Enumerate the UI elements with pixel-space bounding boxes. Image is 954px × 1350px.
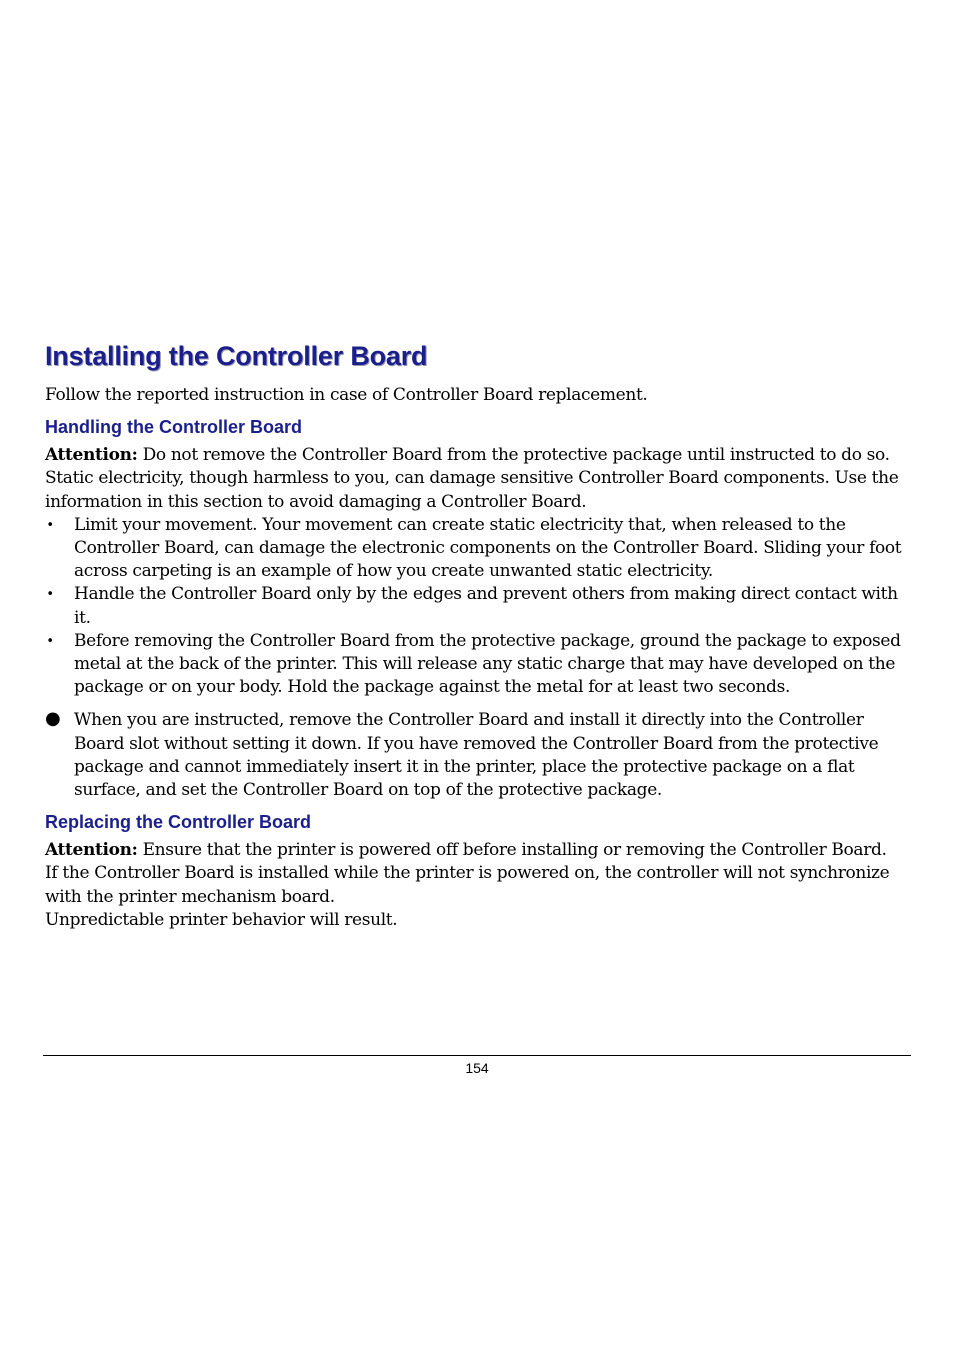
list-item xyxy=(45,630,911,700)
bullet-icon: • xyxy=(46,517,54,533)
footer-divider xyxy=(43,1055,911,1056)
section-heading-replacing: Replacing the Controller Board xyxy=(45,812,312,833)
list-item-text: Limit your movement. Your movement can create static electricity that, when released to the Controller Board, can damage the electronic components on the Controller Board. Sliding your foot across carpeting is an example of how you create unwanted static electricity. xyxy=(74,514,902,582)
handling-attention-paragraph xyxy=(45,444,911,514)
attention-text: Ensure that the printer is powered off before installing or removing the Controller Board. xyxy=(137,840,887,861)
handling-bullet-list xyxy=(45,514,911,802)
page-content xyxy=(45,338,911,932)
page-title: Installing the Controller Board xyxy=(45,341,428,371)
attention-text: Do not remove the Controller Board from the protective package until instructed to do so. Static electricity, though harmless to you, can damage sensitive Controller Board components. Use the information in this section to avoid damaging a Controller Board. xyxy=(45,445,899,512)
page-number: 154 xyxy=(465,1060,489,1076)
attention-label: Attention: xyxy=(45,445,138,466)
list-item xyxy=(45,709,911,802)
bullet-icon: ● xyxy=(45,708,61,730)
list-item-text: Handle the Controller Board only by the edges and prevent others from making direct contact with it. xyxy=(74,584,898,628)
intro-paragraph: Follow the reported instruction in case of Controller Board replacement. xyxy=(45,385,648,405)
bullet-icon: • xyxy=(46,587,54,603)
list-item xyxy=(45,583,911,629)
list-item-text: Before removing the Controller Board from the protective package, ground the package to exposed metal at the back of the printer. This will release any static charge that may have developed on the package or on your body. Hold the package against the metal for at least two seconds. xyxy=(74,630,901,698)
replacing-attention-paragraph xyxy=(45,839,911,862)
list-item-text: When you are instructed, remove the Controller Board and install it directly into the Controller Board slot without setting it down. If you have removed the Controller Board from the protective package and cannot immediately insert it in the printer, place the protective package on a flat surface, and set the Controller Board on top of the protective package. xyxy=(74,710,879,801)
replacing-paragraph: If the Controller Board is installed while the printer is powered on, the controller will not synchronize with the printer mechanism board. xyxy=(45,863,890,907)
section-heading-handling: Handling the Controller Board xyxy=(45,417,303,438)
attention-label: Attention: xyxy=(45,840,138,861)
replacing-paragraph: Unpredictable printer behavior will result. xyxy=(45,909,398,930)
list-item xyxy=(45,514,911,584)
bullet-icon: • xyxy=(46,633,54,649)
